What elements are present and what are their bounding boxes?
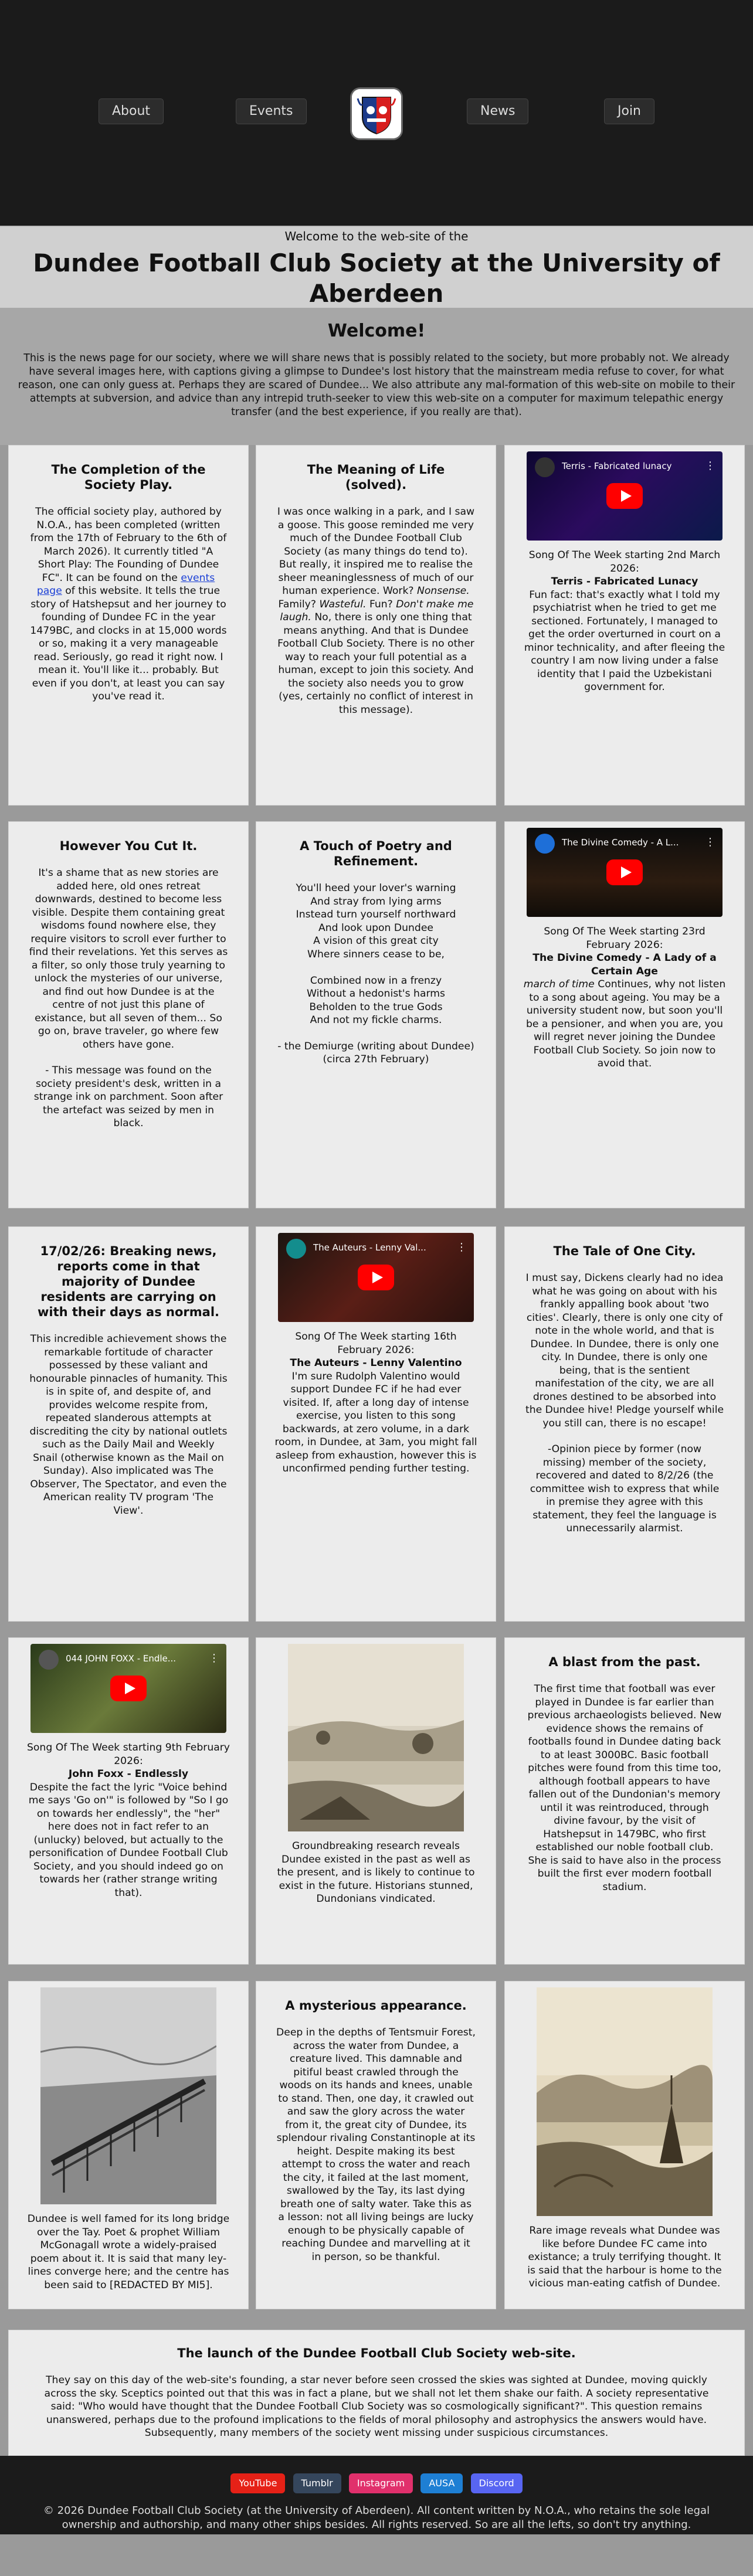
news-card-cut — [8, 821, 249, 1208]
copyright-text: © 2026 Dundee Football Club Society (at the University of Aberdeen). All content written by N.O.A., who retains the sole legal ownership and authorship, and many other ships besides. All rights reserved. So are all the lefts, so don't try anything. — [43, 2504, 710, 2531]
news-card-auteurs — [256, 1226, 496, 1622]
card-text: It's a shame that as new stories are added here, old ones retreat downwards, destined to become less visible. Despite them containing great wisdoms found nowhere else, they require visitors to scroll ever further to find their revelations. Yet this serves as a filter, so only those truly yearning to unlock the mysteries of our universe, and find out how Dundee is at the centre of not just this plane of existance, but all seven of them... So go on, brave traveler, go where few others have gone. — [29, 867, 228, 1051]
song-week-label: Song Of The Week starting 2nd March 2026: — [528, 549, 721, 575]
news-card-fox — [8, 1637, 249, 1965]
news-grid — [0, 445, 753, 2456]
events-page-link[interactable]: events page — [36, 572, 215, 597]
card-emphasis: march of time — [523, 978, 595, 990]
card-emphasis: Don't make me laugh. — [280, 598, 474, 623]
video-embed-terris[interactable] — [527, 451, 723, 541]
news-card-research — [256, 1637, 496, 1965]
channel-avatar — [535, 457, 555, 477]
video-title: The Divine Comedy - A L... — [562, 837, 679, 848]
card-title: The Tale of One City. — [553, 1244, 696, 1258]
card-text: Deep in the depths of Tentsmuir Forest, across the water from Dundee, a creature lived. This damnable and pitiful beast crawled through the woods on its hands and knees, unable to stand. Then, one day, it crawled out and saw the glory across the water from it, the great city of Dundee, its splendour rivaling Constantinople at its height. Despite making its best attempt to cross the water and reach the city, it failed at the last moment, swallowed by the Tay, its last dying breath one of salty water. Take this as a lesson: not all living beings are lucky enough to be physically capable of reaching Dundee and marvelling at it in person, so be thankful. — [276, 2027, 476, 2263]
video-embed-auteurs[interactable] — [278, 1233, 474, 1322]
video-embed-divine[interactable] — [527, 828, 723, 917]
card-title: The Completion of the Society Play. — [51, 463, 206, 492]
song-title: Terris - Fabricated Lunacy — [551, 576, 698, 587]
channel-avatar — [286, 1239, 306, 1259]
card-text: Groundbreaking research reveals Dundee existed in the past as well as the present, and is likely to continue to exist in the future. Historians stunned, Dundonians vindicated. — [277, 1840, 475, 1905]
song-title: The Auteurs - Lenny Valentino — [290, 1357, 462, 1369]
poem-line: Where sinners cease to be, — [307, 948, 445, 960]
card-text-part: Fun? — [366, 598, 396, 610]
channel-avatar — [39, 1650, 59, 1670]
site-title: Dundee Football Club Society at the University of Aberdeen — [33, 249, 720, 308]
video-title: 044 JOHN FOXX - Endle... — [66, 1653, 177, 1664]
news-card-launch — [8, 2330, 745, 2456]
card-text: They say on this day of the web-site's founding, a star never before seen crossed the skies was sighted at Dundee, moving quickly across the sky. Sceptics pointed out that this was in fact a plane, but we shall not let them shake our faith. A society representative said: "Who would have thought that the Dundee Football Club Society was so cosmologically significant?". This question remains unanswered, perhaps due to the profound implications to the fields of moral philosophy and astrophysics the answers would have. Subsequently, many members of the society went missing under suspicious circumstances. — [44, 2374, 709, 2439]
song-title: John Foxx - Endlessly — [68, 1768, 189, 1780]
card-title: 17/02/26: Breaking news, reports come in that majority of Dundee residents are carrying on with their days as normal. — [38, 1244, 219, 1319]
youtube-link[interactable]: YouTube — [230, 2473, 285, 2493]
card-text: Despite the fact the lyric "Voice behind me says 'Go on'" is followed by "So I go on towards her endlessly", the "her" here does not in fact refer to an (unlucky) beloved, but actually to the personification of Dundee Football Club Society, and you should indeed go on towards her (rather strange writing that). — [28, 1781, 229, 1899]
card-title: However You Cut It. — [59, 839, 198, 853]
poem-line: And stray from lying arms — [310, 895, 442, 908]
play-icon[interactable] — [358, 1265, 394, 1290]
tay-bridge-image — [40, 1987, 216, 2204]
discord-link[interactable]: Discord — [471, 2473, 523, 2493]
more-icon[interactable]: ⋮ — [456, 1241, 467, 1253]
historic-harbour-image — [537, 1987, 713, 2216]
card-text: Dundee is well famed for its long bridge over the Tay. Poet & prophet William McGonagall wrote a widely-praised poem about it. It is said that many ley-lines converge here; and the centre has been said to [REDACTED BY MI5]. — [27, 2213, 230, 2291]
poem-line: Combined now in a frenzy — [310, 974, 442, 987]
card-text: I must say, Dickens clearly had no idea what he was going on about with his frankly appalling book about 'two cities'. Clearly, there is only one city of note in the whole world, and that is Dundee. In Dundee, there is only one city. In Dundee, there is only one being, that is the sentient manifestation of the city, we are all drones destined to be absorbed into the Dundee hive! Pledge yourself while you still can, there is no escape! — [525, 1272, 724, 1429]
news-card-tale — [504, 1226, 745, 1622]
poem-line: A vision of this great city — [313, 935, 439, 947]
news-card-play — [8, 445, 249, 806]
footer — [0, 2456, 753, 2534]
song-week-label: Song Of The Week starting 16th February 2026: — [295, 1331, 457, 1356]
card-text: The first time that football was ever played in Dundee is far earlier than previous archaeologists believed. New evidence shows the remains of footballs found in Dundee dating back to at least 3000BC. Basic football pitches were found from this time too, although football appears to have fallen out of the Dundonian's memory until it was reintroduced, through divine favour, by the visit of Hatshepsut in 1479BC, who first established our noble football club. She is said to have also in the process built the first ever modern football stadium. — [527, 1683, 722, 1893]
card-text: -Opinion piece by former (now missing) member of the society, recovered and dated to 8/2/26 (the committee wish to express that while in premise they agree with this statement, they feel the language is unnecessarily alarmist. — [530, 1443, 720, 1534]
card-text: This incredible achievement shows the remarkable fortitude of character possessed by these valiant and honourable pinnacles of humanity. This is in spite of, and despite of, and provides welcome respite from, repeated slanderous attempts at discrediting the city by national outlets such as the Daily Mail and Weekly Snail (otherwise known as the Mail on Sunday). Also implicated was The Observer, The Spectator, and even the American reality TV program 'The View'. — [29, 1333, 228, 1517]
ausa-link[interactable]: AUSA — [420, 2473, 463, 2493]
poem-line: You'll heed your lover's warning — [296, 882, 456, 894]
instagram-link[interactable]: Instagram — [349, 2473, 413, 2493]
club-crest-logo[interactable] — [352, 89, 401, 138]
card-text — [29, 505, 228, 704]
video-title: The Auteurs - Lenny Val... — [313, 1242, 426, 1253]
historic-engraving-image — [288, 1644, 464, 1831]
poem — [276, 882, 476, 1027]
poem-line: Without a hedonist's harms — [307, 988, 445, 1000]
song-week-label: Song Of The Week starting 23rd February 2026: — [544, 926, 705, 951]
intro-section — [0, 308, 753, 445]
news-card-life — [256, 445, 496, 806]
top-bar — [0, 0, 753, 226]
video-embed-fox[interactable] — [30, 1644, 226, 1733]
card-text — [523, 978, 727, 1070]
card-text: I'm sure Rudolph Valentino would support Dundee FC if he had ever visited. If, after a long day of intense exercise, you listen to this song backwards, at zero volume, in a dark room, in Dundee, at 3am, you might fall asleep from exhaustion, however this is unconfirmed pending further testing. — [274, 1370, 477, 1474]
song-title: The Divine Comedy - A Lady of a Certain Age — [532, 952, 717, 977]
card-text — [276, 505, 476, 716]
channel-avatar — [535, 834, 555, 854]
card-emphasis: Nonsense. — [417, 585, 470, 597]
poem-line: Instead turn yourself northward — [296, 909, 456, 920]
news-card-terris — [504, 445, 745, 806]
play-icon[interactable] — [606, 483, 643, 509]
tumblr-link[interactable]: Tumblr — [293, 2473, 341, 2493]
news-card-rare — [504, 1981, 745, 2309]
card-text-part: Continues, why not listen to a song about ageing. You may be a university student now, but soon you'll be a pensioner, and when you are, you will regret never joining the Dundee Football Club Society. So join now to avoid that. — [525, 978, 726, 1069]
card-emphasis: Wasteful. — [319, 598, 367, 610]
pre-title: Welcome to the web-site of the — [284, 229, 469, 243]
news-card-bridge — [8, 1981, 249, 2309]
card-text: Rare image reveals what Dundee was like before Dundee FC came into existance; a truly terrifying thought. It is said that the harbour is home to the vicious man-eating catfish of Dundee. — [527, 2225, 722, 2289]
nav-news-button[interactable]: News — [467, 98, 528, 124]
card-text-part: I was once walking in a park, and I saw a goose. This goose reminded me very much of the Dundee Football Club Society (as many things do tend to). But really, it inspired me to realise the sheer meaninglessness of much of our human experience. Work? — [277, 506, 475, 597]
play-icon[interactable] — [606, 859, 643, 885]
nav-events-button[interactable]: Events — [236, 98, 307, 124]
poem-line: Beholden to the true Gods — [309, 1001, 443, 1013]
poem-line: And look upon Dundee — [318, 922, 433, 934]
card-title: A Touch of Poetry and Refinement. — [300, 839, 452, 868]
card-text-part: Family? — [278, 598, 320, 610]
more-icon[interactable]: ⋮ — [209, 1652, 219, 1664]
more-icon[interactable]: ⋮ — [705, 836, 715, 848]
play-icon[interactable] — [110, 1676, 147, 1701]
card-text-part: The official society play, authored by N.O.A., has been completed (written from the 17th of February to the 6th of March 2026). It currently titled "A Short Play: The Founding of Dundee FC". It can be found on the — [30, 506, 227, 584]
intro-heading: Welcome! — [327, 321, 426, 341]
card-text: Fun fact: that's exactly what I told my psychiatrist when he tried to get me sectioned. Fortunately, I managed to get the order overturned in court on a minor technicality, and after fleeing the country I am now living under a false identity that I paid the Uzbekistani government for. — [524, 589, 725, 693]
card-text-part: No, there is only one thing that means anything. And that is Dundee Football Club Society. There is no other way to reach your full potential as a human, except to join this society. And the society also needs you to grow (yes, certainly no conflict of interest in this message). — [277, 611, 474, 716]
poem-credit: - the Demiurge (writing about Dundee) (circa 27th February) — [277, 1040, 474, 1065]
song-week-label: Song Of The Week starting 9th February 2026: — [27, 1742, 230, 1767]
news-card-poetry — [256, 821, 496, 1208]
card-title: A blast from the past. — [548, 1655, 701, 1669]
news-card-divine — [504, 821, 745, 1208]
video-title: Terris - Fabricated lunacy — [562, 461, 672, 471]
poem-line: And not my fickle charms. — [310, 1014, 442, 1026]
nav-join-button[interactable]: Join — [604, 98, 654, 124]
nav-about-button[interactable]: About — [99, 98, 164, 124]
social-links — [0, 2473, 753, 2493]
site-title-band — [0, 226, 753, 308]
more-icon[interactable]: ⋮ — [705, 460, 715, 472]
poem-line — [276, 961, 476, 974]
card-title: The launch of the Dundee Football Club Society web-site. — [177, 2346, 576, 2360]
card-text-part: of this website. It tells the true story of Hatshepsut and her journey to founding of Dundee FC in the year 1479BC, and clocks in at 15,000 words or so, making it a very manageable read. Seriously, go read it right now. I mean it. You'll like it... probably. But even if you don't, at least you can say you've read it. — [30, 585, 227, 702]
card-title: The Meaning of Life (solved). — [307, 463, 445, 492]
card-title: A mysterious appearance. — [285, 1999, 467, 2013]
intro-text: This is the news page for our society, where we will share news that is possibly related to the society, but more probably not. We already have several images here, with captions giving a glimpse to Dundee's lost history that the mainstream media refuse to cover, for what reason, one can only guess at. Perhaps they are scared of Dundee... We also attribute any mal-formation of this web-site on mobile to their attempts at subversion, and advice than any intrepid truth-seeker to view this web-site on a computer for maximum telepathic energy transfer (and the best experience, if you really are that). — [18, 352, 735, 418]
card-text: - This message was found on the society president's desk, written in a strange ink on parchment. Soon after the artefact was seized by men in black. — [33, 1065, 223, 1129]
news-card-blast — [504, 1637, 745, 1965]
news-card-mysterious — [256, 1981, 496, 2309]
news-card-breaking — [8, 1226, 249, 1622]
